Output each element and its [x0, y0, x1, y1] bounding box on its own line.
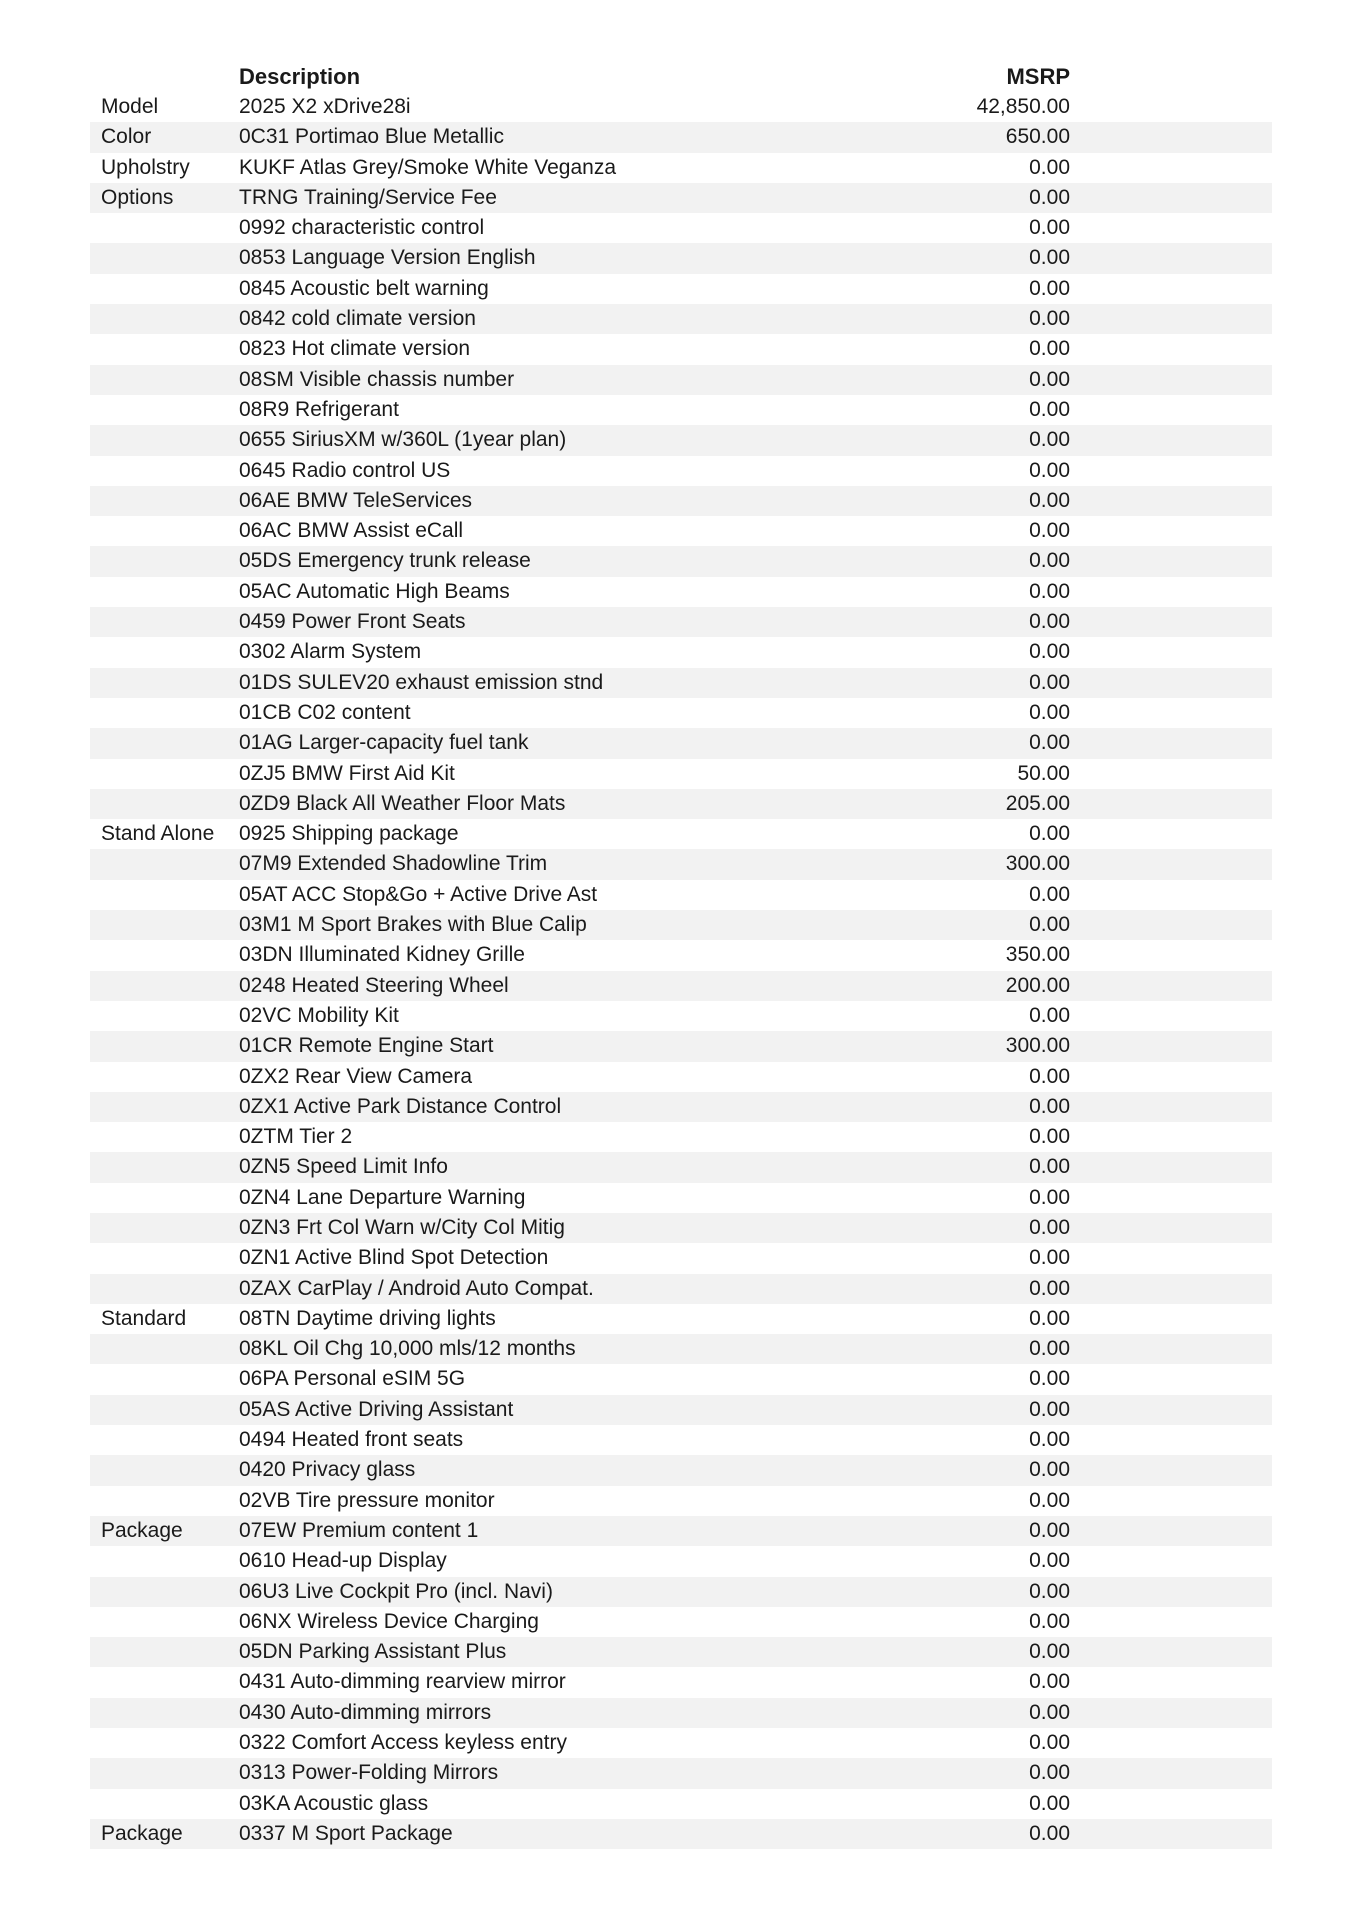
row-msrp: 0.00 — [1029, 640, 1070, 664]
row-description: 01DS SULEV20 exhaust emission stnd — [239, 670, 604, 694]
row-category: Standard — [101, 1306, 187, 1330]
row-description: 08KL Oil Chg 10,000 mls/12 months — [239, 1337, 576, 1361]
table-row — [90, 1243, 1272, 1273]
row-description: 01AG Larger-capacity fuel tank — [239, 731, 529, 755]
row-description: 0494 Heated front seats — [239, 1428, 464, 1452]
row-description: 0ZN1 Active Blind Spot Detection — [239, 1246, 549, 1270]
row-description: 0925 Shipping package — [239, 822, 459, 846]
table-row — [90, 1728, 1272, 1758]
row-description: 0459 Power Front Seats — [239, 610, 466, 634]
table-row — [90, 456, 1272, 486]
row-description: 03KA Acoustic glass — [239, 1791, 429, 1815]
row-description: 0C31 Portimao Blue Metallic — [239, 125, 504, 149]
table-row — [90, 1698, 1272, 1728]
row-description: 0ZX2 Rear View Camera — [239, 1064, 473, 1088]
row-msrp: 0.00 — [1029, 276, 1070, 300]
row-msrp: 0.00 — [1029, 155, 1070, 179]
table-row — [90, 1637, 1272, 1667]
table-row — [90, 668, 1272, 698]
row-description: 0248 Heated Steering Wheel — [239, 973, 509, 997]
table-row — [90, 365, 1272, 395]
row-description: 01CB C02 content — [239, 700, 411, 724]
row-description: 0ZD9 Black All Weather Floor Mats — [239, 791, 566, 815]
table-row — [90, 728, 1272, 758]
row-description: 0645 Radio control US — [239, 458, 451, 482]
table-row — [90, 1122, 1272, 1152]
row-msrp: 0.00 — [1029, 1306, 1070, 1330]
row-description: 0610 Head-up Display — [239, 1549, 447, 1573]
table-row — [90, 880, 1272, 910]
table-row — [90, 546, 1272, 576]
row-category: Model — [101, 95, 159, 118]
row-msrp: 0.00 — [1029, 1003, 1070, 1027]
row-description: 08R9 Refrigerant — [239, 397, 399, 421]
row-description: 0ZN3 Frt Col Warn w/City Col Mitig — [239, 1215, 565, 1239]
row-msrp: 350.00 — [1005, 943, 1070, 967]
row-msrp: 0.00 — [1029, 700, 1070, 724]
row-msrp: 0.00 — [1029, 1761, 1070, 1785]
row-msrp: 0.00 — [1029, 1155, 1070, 1179]
row-msrp: 0.00 — [1029, 1458, 1070, 1482]
row-description: 0842 cold climate version — [239, 307, 476, 331]
row-msrp: 0.00 — [1029, 1640, 1070, 1664]
row-msrp: 0.00 — [1029, 1125, 1070, 1149]
table-row — [90, 1607, 1272, 1637]
row-description: 0853 Language Version English — [239, 246, 536, 270]
row-msrp: 0.00 — [1029, 246, 1070, 270]
table-row — [90, 425, 1272, 455]
table-row — [90, 1031, 1272, 1061]
row-msrp: 650.00 — [1005, 125, 1070, 149]
row-msrp: 0.00 — [1029, 1670, 1070, 1694]
table-header — [90, 62, 1272, 92]
table-row — [90, 1334, 1272, 1364]
row-category: Options — [101, 185, 174, 209]
table-row — [90, 1001, 1272, 1031]
row-msrp: 0.00 — [1029, 1276, 1070, 1300]
row-msrp: 0.00 — [1029, 1791, 1070, 1815]
row-description: 2025 X2 xDrive28i — [239, 95, 411, 118]
header-msrp: MSRP — [1006, 64, 1070, 89]
row-msrp: 0.00 — [1029, 1700, 1070, 1724]
row-category: Package — [101, 1518, 183, 1542]
table-row — [90, 577, 1272, 607]
table-row — [90, 213, 1272, 243]
row-description: 06PA Personal eSIM 5G — [239, 1367, 466, 1391]
row-msrp: 0.00 — [1029, 1609, 1070, 1633]
table-row — [90, 92, 1272, 122]
row-msrp: 0.00 — [1029, 610, 1070, 634]
table-row — [90, 1577, 1272, 1607]
row-msrp: 205.00 — [1005, 791, 1070, 815]
table-row — [90, 1758, 1272, 1788]
row-msrp: 0.00 — [1029, 822, 1070, 846]
row-msrp: 0.00 — [1029, 397, 1070, 421]
row-category: Color — [101, 125, 152, 149]
table-row — [90, 274, 1272, 304]
row-msrp: 0.00 — [1029, 458, 1070, 482]
row-msrp: 0.00 — [1029, 1731, 1070, 1755]
table-row — [90, 1546, 1272, 1576]
table-row — [90, 759, 1272, 789]
table-row — [90, 153, 1272, 183]
table-row — [90, 1486, 1272, 1516]
table-row — [90, 1667, 1272, 1697]
row-msrp: 0.00 — [1029, 882, 1070, 906]
price-sheet — [90, 62, 1272, 1849]
table-row — [90, 122, 1272, 152]
table-row — [90, 1516, 1272, 1546]
row-description: 0431 Auto-dimming rearview mirror — [239, 1670, 566, 1694]
row-msrp: 0.00 — [1029, 367, 1070, 391]
row-description: 0322 Comfort Access keyless entry — [239, 1731, 567, 1755]
row-description: 0ZAX CarPlay / Android Auto Compat. — [239, 1276, 594, 1300]
table-row — [90, 486, 1272, 516]
table-body — [90, 92, 1272, 1849]
row-description: 0ZN4 Lane Departure Warning — [239, 1185, 526, 1209]
row-msrp: 0.00 — [1029, 1428, 1070, 1452]
row-msrp: 0.00 — [1029, 1518, 1070, 1542]
row-description: 01CR Remote Engine Start — [239, 1034, 494, 1058]
table-row — [90, 1789, 1272, 1819]
row-description: 0ZN5 Speed Limit Info — [239, 1155, 448, 1179]
table-row — [90, 849, 1272, 879]
row-description: 0302 Alarm System — [239, 640, 422, 664]
row-description: 0420 Privacy glass — [239, 1458, 416, 1482]
row-description: 0823 Hot climate version — [239, 337, 471, 361]
row-category: Package — [101, 1821, 183, 1845]
row-msrp: 0.00 — [1029, 913, 1070, 937]
row-msrp: 0.00 — [1029, 579, 1070, 603]
table-row — [90, 183, 1272, 213]
row-description: 08SM Visible chassis number — [239, 367, 515, 391]
header-description: Description — [239, 64, 361, 89]
row-description: 06NX Wireless Device Charging — [239, 1609, 539, 1633]
row-msrp: 0.00 — [1029, 1185, 1070, 1209]
row-description: 0ZTM Tier 2 — [239, 1125, 353, 1149]
row-description: KUKF Atlas Grey/Smoke White Veganza — [239, 155, 616, 179]
row-msrp: 0.00 — [1029, 337, 1070, 361]
table-row — [90, 516, 1272, 546]
row-description: 06AE BMW TeleServices — [239, 488, 473, 512]
row-description: 05DS Emergency trunk release — [239, 549, 531, 573]
row-description: 0ZX1 Active Park Distance Control — [239, 1094, 562, 1118]
table-row — [90, 1274, 1272, 1304]
table-row — [90, 1213, 1272, 1243]
row-description: 0992 characteristic control — [239, 216, 485, 240]
row-description: 0845 Acoustic belt warning — [239, 276, 489, 300]
table-row — [90, 940, 1272, 970]
row-description: 0ZJ5 BMW First Aid Kit — [239, 761, 455, 785]
row-description: 05AT ACC Stop&Go + Active Drive Ast — [239, 882, 598, 906]
row-description: 07M9 Extended Shadowline Trim — [239, 852, 548, 876]
row-msrp: 42,850.00 — [976, 95, 1070, 118]
table-row — [90, 1455, 1272, 1485]
row-msrp: 0.00 — [1029, 1488, 1070, 1512]
row-msrp: 300.00 — [1005, 852, 1070, 876]
table-row — [90, 1183, 1272, 1213]
row-msrp: 0.00 — [1029, 185, 1070, 209]
table-row — [90, 819, 1272, 849]
row-msrp: 0.00 — [1029, 1821, 1070, 1845]
row-category: Upholstry — [101, 155, 190, 179]
row-msrp: 0.00 — [1029, 731, 1070, 755]
row-description: 05AC Automatic High Beams — [239, 579, 510, 603]
row-msrp: 0.00 — [1029, 549, 1070, 573]
row-msrp: 0.00 — [1029, 1367, 1070, 1391]
table-row — [90, 789, 1272, 819]
row-msrp: 0.00 — [1029, 1215, 1070, 1239]
table-row — [90, 1425, 1272, 1455]
row-description: 06U3 Live Cockpit Pro (incl. Navi) — [239, 1579, 553, 1603]
row-category: Stand Alone — [101, 822, 215, 846]
row-msrp: 0.00 — [1029, 1579, 1070, 1603]
table-row — [90, 1092, 1272, 1122]
row-msrp: 0.00 — [1029, 488, 1070, 512]
row-description: 0430 Auto-dimming mirrors — [239, 1700, 492, 1724]
row-msrp: 0.00 — [1029, 1246, 1070, 1270]
row-description: 0337 M Sport Package — [239, 1821, 453, 1845]
table-row — [90, 304, 1272, 334]
row-msrp: 200.00 — [1005, 973, 1070, 997]
row-description: 06AC BMW Assist eCall — [239, 519, 464, 543]
row-msrp: 0.00 — [1029, 307, 1070, 331]
row-description: 0313 Power-Folding Mirrors — [239, 1761, 499, 1785]
table-row — [90, 910, 1272, 940]
table-row — [90, 637, 1272, 667]
row-description: 08TN Daytime driving lights — [239, 1306, 496, 1330]
row-description: 05AS Active Driving Assistant — [239, 1397, 514, 1421]
row-msrp: 0.00 — [1029, 519, 1070, 543]
table-row — [90, 334, 1272, 364]
row-msrp: 0.00 — [1029, 1397, 1070, 1421]
row-msrp: 0.00 — [1029, 670, 1070, 694]
table-row — [90, 971, 1272, 1001]
row-description: 07EW Premium content 1 — [239, 1518, 479, 1542]
row-description: 05DN Parking Assistant Plus — [239, 1640, 507, 1664]
table-row — [90, 1152, 1272, 1182]
row-description: TRNG Training/Service Fee — [239, 185, 497, 209]
table-row — [90, 1062, 1272, 1092]
row-description: 03DN Illuminated Kidney Grille — [239, 943, 525, 967]
row-msrp: 0.00 — [1029, 428, 1070, 452]
table-row — [90, 1395, 1272, 1425]
row-msrp: 0.00 — [1029, 1549, 1070, 1573]
table-row — [90, 1304, 1272, 1334]
row-msrp: 0.00 — [1029, 1337, 1070, 1361]
row-msrp: 300.00 — [1005, 1034, 1070, 1058]
row-msrp: 0.00 — [1029, 216, 1070, 240]
row-description: 03M1 M Sport Brakes with Blue Calip — [239, 913, 587, 937]
row-description: 0655 SiriusXM w/360L (1year plan) — [239, 428, 567, 452]
row-msrp: 0.00 — [1029, 1094, 1070, 1118]
table-row — [90, 1364, 1272, 1394]
row-msrp: 50.00 — [1017, 761, 1070, 785]
table-row — [90, 607, 1272, 637]
table-row — [90, 243, 1272, 273]
table-row — [90, 1819, 1272, 1849]
row-msrp: 0.00 — [1029, 1064, 1070, 1088]
table-row — [90, 698, 1272, 728]
row-description: 02VC Mobility Kit — [239, 1003, 399, 1027]
row-description: 02VB Tire pressure monitor — [239, 1488, 495, 1512]
table-row — [90, 395, 1272, 425]
